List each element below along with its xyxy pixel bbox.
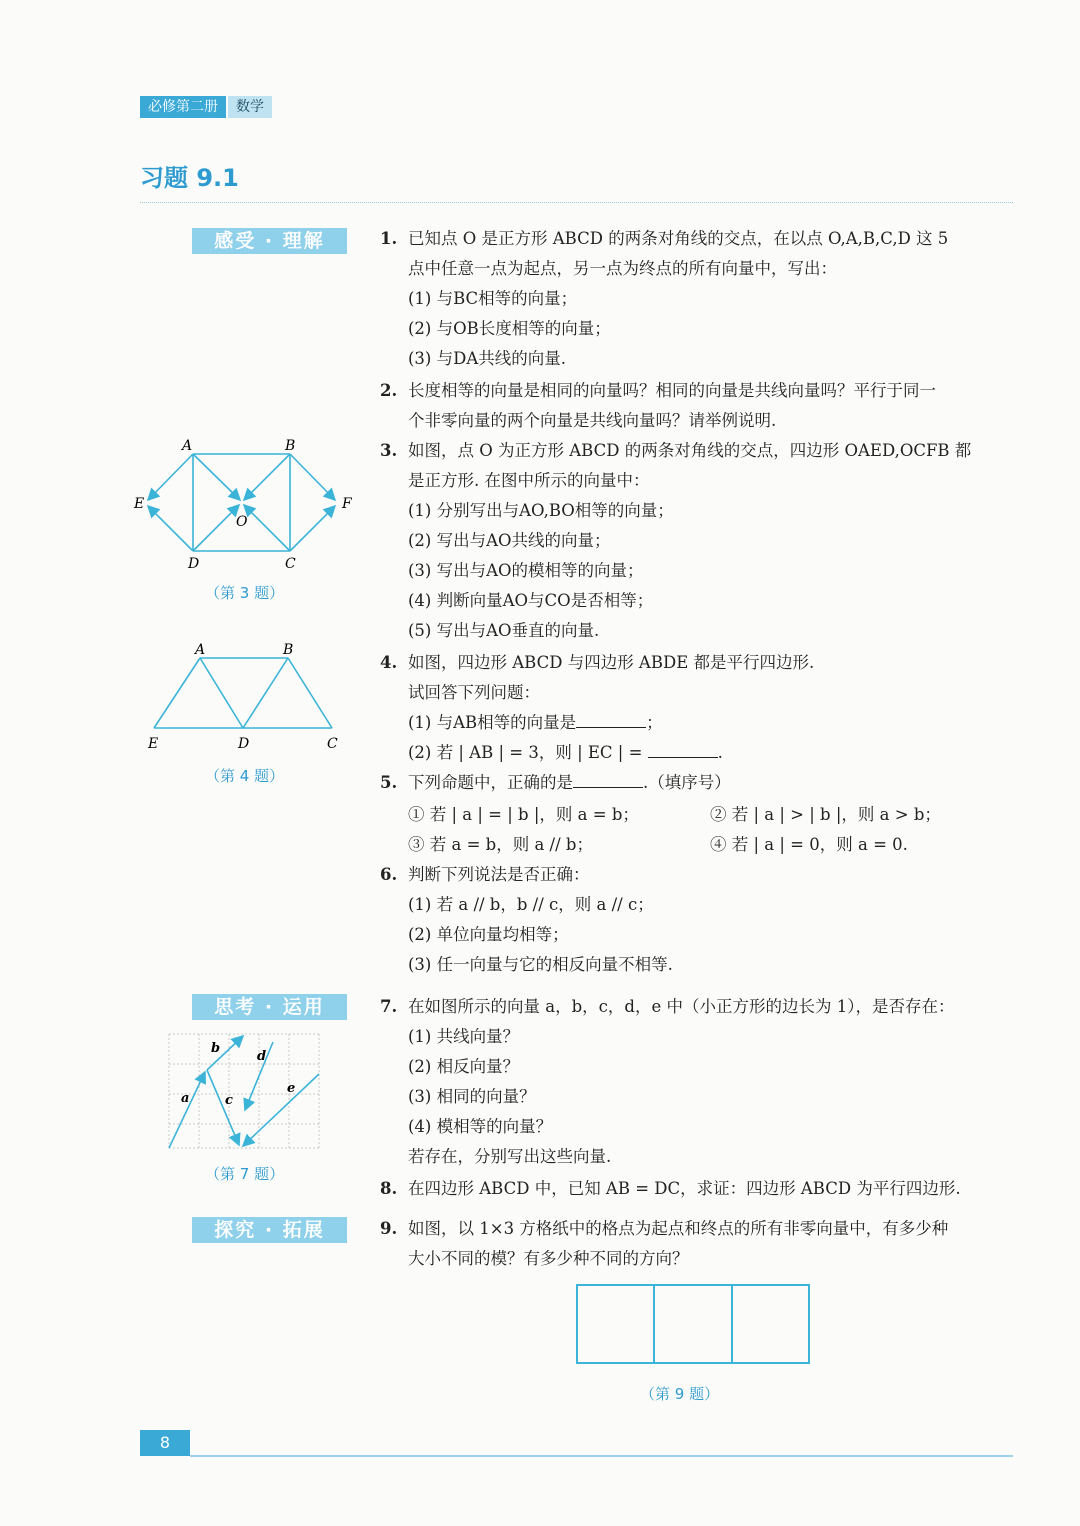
question-text: 已知点 O 是正方形 ABCD 的两条对角线的交点，在以点 O,A,B,C,D 这 5 (408, 229, 949, 248)
question-2 (380, 376, 1020, 406)
question-text: 长度相等的向量是相同的向量吗？相同的向量是共线向量吗？平行于同一 (408, 381, 936, 400)
label-B: B (283, 642, 294, 658)
question-4-line2: 试回答下列问题： (408, 683, 540, 702)
figure-7-grid-diagram (165, 1030, 325, 1155)
question-number: 6. (380, 865, 398, 884)
question-text: 如图，点 O 为正方形 ABCD 的两条对角线的交点，四边形 OAED,OCFB 都 (408, 441, 972, 460)
question-3-part2: (2) 写出与AO共线的向量； (408, 531, 611, 550)
question-5 (380, 768, 1020, 798)
question-6-part3: (3) 任一向量与它的相反向量不相等. (408, 955, 673, 974)
question-number: 5. (380, 773, 398, 792)
question-number: 3. (380, 441, 398, 460)
figure-3-caption: （第 3 题） (205, 584, 285, 602)
label-b: b (211, 1041, 221, 1056)
vector-e (243, 1074, 319, 1146)
question-6 (380, 860, 1020, 890)
answer-blank[interactable] (573, 769, 643, 788)
label-A: A (182, 438, 193, 454)
figure-7-caption: （第 7 题） (205, 1165, 285, 1183)
vector-DO (193, 505, 239, 551)
question-7-part2: (2) 相反向量？ (408, 1057, 520, 1076)
section-label-understand: 感受 · 理解 (192, 228, 347, 254)
page-title: 习题 9.1 (140, 164, 239, 192)
question-text: 如图，四边形 ABCD 与四边形 ABDE 都是平行四边形. (408, 653, 815, 672)
question-6-part1: (1) 若 a // b，b // c，则 a // c； (408, 895, 654, 914)
figure-3-diagram (130, 436, 360, 581)
label-a: a (181, 1091, 190, 1106)
question-1-part2: (2) 与OB长度相等的向量； (408, 319, 611, 338)
question-5-option3: ③ 若 a = b，则 a // b； (408, 835, 593, 854)
label-F: F (342, 496, 352, 512)
label-A: A (195, 642, 206, 658)
vector-a (169, 1072, 205, 1148)
question-number: 2. (380, 381, 398, 400)
label-E: E (134, 496, 145, 512)
question-5-option2: ② 若 | a | > | b |，则 a > b； (710, 805, 941, 824)
label-O: O (236, 514, 248, 530)
label-c: c (225, 1093, 233, 1108)
question-7-part3: (3) 相同的向量？ (408, 1087, 536, 1106)
book-label: 必修第二册 (140, 96, 226, 118)
question-7-part4: (4) 模相等的向量？ (408, 1117, 553, 1136)
figure-4-diagram (140, 640, 350, 760)
question-text: 在四边形 ABCD 中，已知 AB = DC，求证：四边形 ABCD 为平行四边形. (408, 1179, 961, 1198)
vector-BF (290, 454, 335, 500)
section-label-explore: 探究 · 拓展 (192, 1217, 347, 1243)
label-D: D (188, 556, 200, 572)
question-7 (380, 992, 1020, 1022)
question-1-part3: (3) 与DA共线的向量. (408, 349, 567, 368)
question-text-end: .（填序号） (643, 773, 731, 792)
figure-9-grid (575, 1283, 813, 1367)
question-5-option1: ① 若 | a | = | b |，则 a = b； (408, 805, 639, 824)
part-text: (2) 若 | AB | = 3，则 | EC | = (408, 743, 643, 762)
question-4-part2 (408, 738, 723, 768)
question-8 (380, 1174, 1020, 1204)
question-1-part1: (1) 与BC相等的向量； (408, 289, 578, 308)
footer-rule (190, 1455, 1013, 1457)
page-number: 8 (140, 1430, 190, 1456)
label-E: E (148, 736, 159, 752)
question-3-part1: (1) 分别写出与AO,BO相等的向量； (408, 501, 674, 520)
question-9 (380, 1214, 1020, 1244)
label-e: e (287, 1081, 296, 1096)
question-7-part5: 若存在，分别写出这些向量. (408, 1147, 612, 1166)
title-divider (140, 202, 1013, 203)
part-end: ； (646, 713, 663, 732)
question-text: 下列命题中，正确的是 (408, 773, 573, 792)
question-5-option4: ④ 若 | a | = 0，则 a = 0. (710, 835, 908, 854)
question-2-line2: 个非零向量的两个向量是共线向量吗？请举例说明. (408, 411, 777, 430)
question-4-part1 (408, 708, 663, 738)
question-9-line2: 大小不同的模？有多少种不同的方向？ (408, 1249, 689, 1268)
section-label-apply: 思考 · 运用 (192, 994, 347, 1020)
question-3-part3: (3) 写出与AO的模相等的向量； (408, 561, 644, 580)
question-1-line2: 点中任意一点为起点，另一点为终点的所有向量中，写出： (408, 259, 837, 278)
label-d: d (257, 1049, 267, 1064)
figure-9-caption: （第 9 题） (640, 1385, 720, 1403)
question-number: 8. (380, 1179, 398, 1198)
label-C: C (285, 556, 296, 572)
label-B: B (285, 438, 296, 454)
question-1 (380, 224, 1020, 254)
vector-CF (290, 506, 335, 551)
segment-BC (288, 658, 332, 728)
question-text: 如图，以 1×3 方格纸中的格点为起点和终点的所有非零向量中，有多少种 (408, 1219, 949, 1238)
part-end: . (717, 743, 723, 762)
book-header (140, 96, 272, 118)
answer-blank[interactable] (576, 709, 646, 728)
label-D: D (238, 736, 250, 752)
vector-BO (244, 454, 290, 500)
question-6-part2: (2) 单位向量均相等； (408, 925, 569, 944)
question-text: 在如图所示的向量 a，b，c，d，e 中（小正方形的边长为 1），是否存在： (408, 997, 955, 1016)
vector-DE (148, 506, 193, 551)
question-3 (380, 436, 1020, 466)
vector-AE (148, 454, 193, 500)
vector-AO (193, 454, 240, 500)
question-number: 9. (380, 1219, 398, 1238)
segment-BD (243, 658, 288, 728)
part-text: (1) 与AB相等的向量是 (408, 713, 577, 732)
segment-AE (154, 658, 200, 728)
question-7-part1: (1) 共线向量？ (408, 1027, 520, 1046)
vector-c (207, 1070, 239, 1145)
question-3-part4: (4) 判断向量AO与CO是否相等； (408, 591, 654, 610)
label-C: C (327, 736, 338, 752)
question-number: 1. (380, 229, 398, 248)
question-number: 4. (380, 653, 398, 672)
answer-blank[interactable] (648, 739, 718, 758)
segment-AD (200, 658, 243, 728)
question-text: 判断下列说法是否正确： (408, 865, 590, 884)
question-4 (380, 648, 1020, 678)
subject-label: 数学 (228, 96, 272, 118)
question-3-part5: (5) 写出与AO垂直的向量. (408, 621, 600, 640)
vector-CO (244, 505, 290, 551)
figure-4-caption: （第 4 题） (205, 767, 285, 785)
question-3-line2: 是正方形. 在图中所示的向量中： (408, 471, 650, 490)
question-number: 7. (380, 997, 398, 1016)
